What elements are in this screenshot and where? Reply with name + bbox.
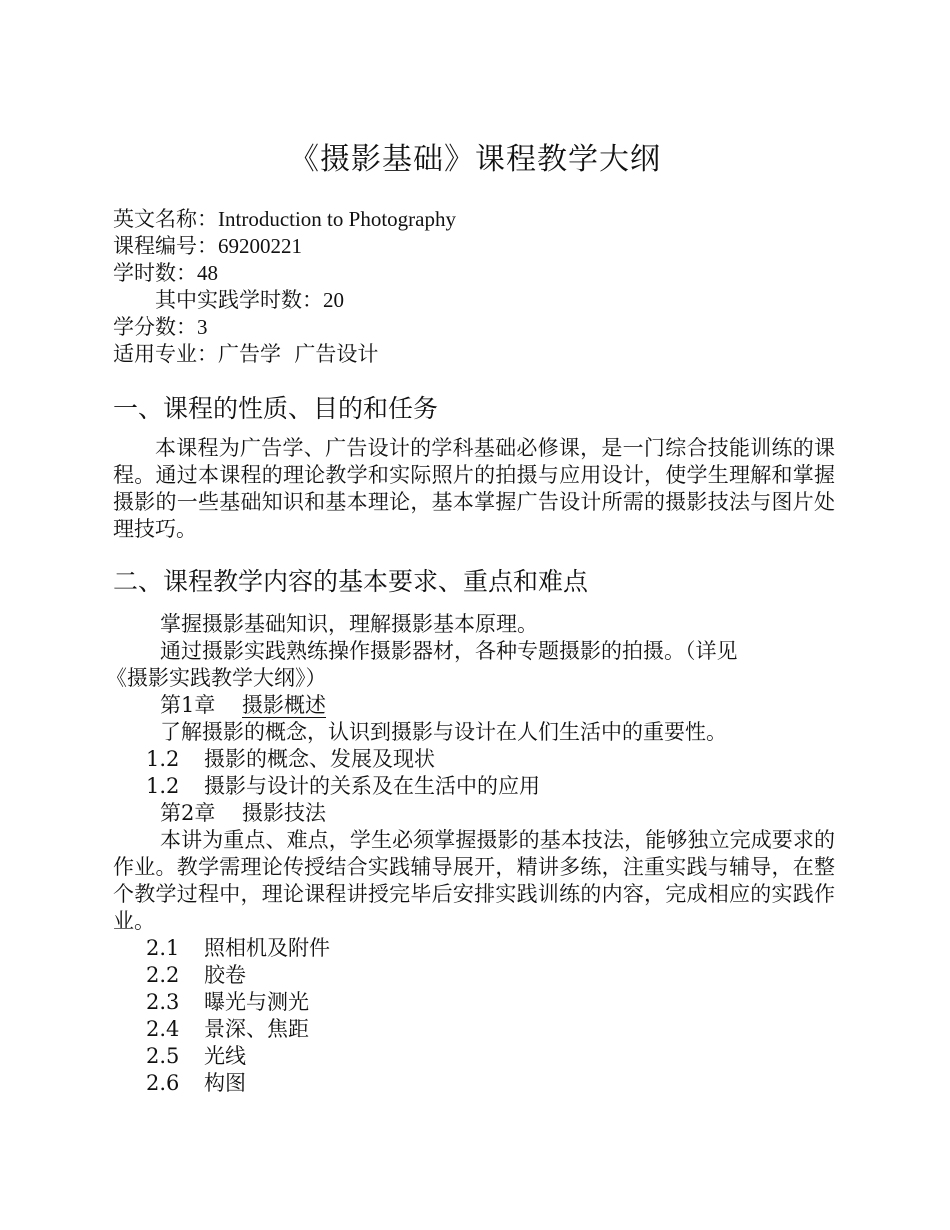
list-item: [146, 1016, 868, 1043]
item-text: 胶卷: [204, 963, 246, 987]
hours-row: [113, 260, 835, 287]
english-name-label: 英文名称：: [113, 207, 218, 231]
credits-row: [113, 314, 835, 341]
hours-label: 学时数：: [113, 261, 197, 285]
item-number: 2.4: [146, 1017, 180, 1041]
practice-hours-label: 其中实践学时数：: [155, 288, 323, 312]
practice-hours-value: 20: [323, 288, 344, 312]
item-number: 2.5: [146, 1044, 180, 1068]
major-value: 广告学 广告设计: [218, 342, 379, 366]
item-number: 2.1: [146, 936, 180, 960]
section2-heading: 二、课程教学内容的基本要求、重点和难点: [113, 567, 589, 596]
major-label: 适用专业：: [113, 342, 218, 366]
english-name-row: [113, 206, 835, 233]
item-text: 曝光与测光: [204, 990, 309, 1014]
list-item: [146, 935, 868, 962]
item-text: 构图: [204, 1071, 246, 1095]
item-text: 照相机及附件: [204, 936, 330, 960]
list-item: [146, 773, 868, 800]
chapter2-desc: 本讲为重点、难点，学生必须掌握摄影的基本技法，能够独立完成要求的作业。教学需理论传授结合实践辅导展开，精讲多练，注重实践与辅导，在整个教学过程中，理论课程讲授完毕后安排实践训练的内容，完成相应的实践作业。: [113, 828, 835, 933]
major-row: [113, 341, 835, 368]
item-number: 1.2: [146, 747, 180, 771]
practice-hours-row: [155, 287, 877, 314]
list-item: [146, 962, 868, 989]
hours-value: 48: [197, 261, 218, 285]
credits-label: 学分数：: [113, 315, 197, 339]
chapter2-title: 摄影技法: [242, 801, 326, 825]
course-code-value: 69200221: [218, 234, 302, 258]
credits-value: 3: [197, 315, 208, 339]
item-number: 1.2: [146, 774, 180, 798]
section2-intro1: 掌握摄影基础知识，理解摄影基本原理。: [160, 612, 538, 636]
chapter1-title: 摄影概述: [242, 693, 326, 717]
chapter1-desc: 了解摄影的概念，认识到摄影与设计在人们生活中的重要性。: [160, 720, 727, 744]
section1-paragraph: 本课程为广告学、广告设计的学科基础必修课，是一门综合技能训练的课程。通过本课程的理论教学和实际照片的拍摄与应用设计，使学生理解和掌握摄影的一些基础知识和基本理论，基本掌握广告设计所需的摄影技法与图片处理技巧。: [113, 436, 835, 541]
list-item: [146, 746, 868, 773]
section2-intro2-line1: 通过摄影实践熟练操作摄影器材，各种专题摄影的拍摄。（详见: [160, 639, 738, 663]
item-text: 摄影的概念、发展及现状: [204, 747, 435, 771]
chapter1-heading: [160, 692, 882, 719]
list-item: [146, 1070, 868, 1097]
section2-intro2-line2: 《摄影实践教学大纲》）: [106, 666, 327, 690]
chapter2-heading: [160, 800, 882, 827]
course-code-label: 课程编号：: [113, 234, 218, 258]
list-item: [146, 1043, 868, 1070]
item-text: 光线: [204, 1044, 246, 1068]
course-code-row: [113, 233, 835, 260]
item-text: 景深、焦距: [204, 1017, 309, 1041]
item-number: 2.3: [146, 990, 180, 1014]
section1-heading: 一、课程的性质、目的和任务: [113, 394, 439, 423]
english-name-value: Introduction to Photography: [218, 207, 456, 231]
item-number: 2.6: [146, 1071, 180, 1095]
list-item: [146, 989, 868, 1016]
chapter2-number: 第2章: [160, 801, 216, 825]
document-title: 《摄影基础》课程教学大纲: [289, 142, 661, 177]
item-number: 2.2: [146, 963, 180, 987]
chapter1-number: 第1章: [160, 693, 216, 717]
item-text: 摄影与设计的关系及在生活中的应用: [204, 774, 540, 798]
